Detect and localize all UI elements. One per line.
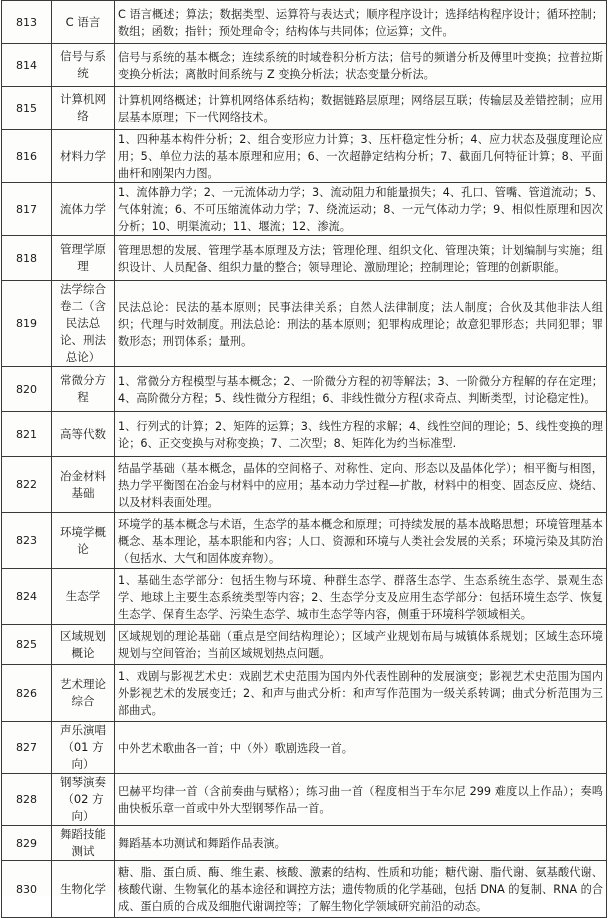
table-row — [2, 236, 607, 281]
row-content: 环境学的基本概念与术语，生态学的基本概念和原理；可持续发展的基本战略思想；环境管理基本概念、基本理论，基本职能和内容；人口、资源和环境与人类社会发展的关系；环境污染及其防治（包括水、大气和固体废弃物）。 — [115, 513, 607, 569]
row-subject: 舞蹈技能测试 — [52, 826, 115, 861]
row-content: 1、四种基本构件分析；2、组合变形应力计算；3、压杆稳定性分析；4、应力状态及强度理论应用；5、单位力法的基本原理和应用；6、一次超静定结构分析；7、截面几何特征计算；8、平面曲杆和刚架内力图。 — [115, 130, 607, 183]
row-content: 1、常微分方程模型与基本概念；2、一阶微分方程的初等解法；3、一阶微分方程解的存在定理；4、高阶微分方程；5、线性微分方程组；6、非线性微分方程(求奇点、判断类型，讨论稳定性)。 — [115, 367, 607, 412]
row-content: 1、基础生态学部分：包括生物与环境、种群生态学、群落生态学、生态系统生态学、景观生态学、地球上主要生态系统类型等内容；2、生态学分支及应用生态学部分：包括环境生态学、恢复生态学、保育生态学、污染生态学、城市生态学等内容，侧重于环境科学领域相关。 — [115, 569, 607, 625]
row-code: 820 — [2, 367, 52, 412]
table-row — [2, 569, 607, 625]
row-code: 823 — [2, 513, 52, 569]
row-subject: 生态学 — [52, 569, 115, 625]
row-code: 814 — [2, 44, 52, 87]
row-content: 1、行列式的计算；2、矩阵的运算；3、线性方程的求解；4、线性空间的理论；5、线性变换的理论；6、正交变换与对称变换；7、二次型；8、矩阵化为约当标准型. — [115, 412, 607, 457]
row-code: 821 — [2, 412, 52, 457]
row-subject: 管理学原理 — [52, 236, 115, 281]
row-content: 计算机网络概述；计算机网络体系结构；数据链路层原理；网络层互联；传输层及差错控制；应用层基本原理；下一代网络技术。 — [115, 87, 607, 130]
row-code: 818 — [2, 236, 52, 281]
table-row — [2, 412, 607, 457]
row-code: 819 — [2, 281, 52, 367]
row-content: 巴赫平均律一首（含前奏曲与赋格）；练习曲一首（程度相当于车尔尼 299 难度以上作品）；奏鸣曲快板乐章一首或中外大型钢琴作品一首。 — [115, 774, 607, 826]
row-subject: 区域规划概论 — [52, 625, 115, 665]
row-content: 管理思想的发展、管理学基本原理及方法；管理伦理、组织文化、管理决策；计划编制与实施；组织设计、人员配备、组织力量的整合；领导理论、激励理论；控制理论；管理的创新职能。 — [115, 236, 607, 281]
table-row — [2, 130, 607, 183]
table-row — [2, 826, 607, 861]
row-code: 813 — [2, 1, 52, 44]
table-row — [2, 861, 607, 918]
row-code: 825 — [2, 625, 52, 665]
row-subject: 生物化学 — [52, 861, 115, 918]
row-subject: 法学综合卷二（含民法总论、刑法总论） — [52, 281, 115, 367]
row-content: 糖、脂、蛋白质、酶、维生素、核酸、激素的结构、性质和功能；糖代谢、脂代谢、氨基酸代谢、核酸代谢、生物氧化的基本途径和调控方法；遗传物质的化学基础，包括 DNA 的复制、RNA 的合成、蛋白质的合成及细胞代谢调控等；了解生物化学领域研究前沿的动态。 — [115, 861, 607, 918]
row-code: 829 — [2, 826, 52, 861]
table-row — [2, 722, 607, 774]
table-row — [2, 367, 607, 412]
row-content: 1、戏剧与影视艺术史：戏剧艺术史范围为国内外代表性剧种的发展演变；影视艺术史范围为国内外影视艺术的发展变迁；2、和声与曲式分析：和声写作范围为一级关系转调；曲式分析范围为三部曲式。 — [115, 665, 607, 722]
table-row — [2, 774, 607, 826]
table-row — [2, 665, 607, 722]
row-content: C 语言概述；算法；数据类型、运算符与表达式；顺序程序设计；选择结构程序设计；循环控制；数组；函数；指针；预处理命令；结构体与共同体；位运算；文件。 — [115, 1, 607, 44]
row-content: 区域规划的理论基础（重点是空间结构理论）；区域产业规划布局与城镇体系规划；区域生态环境规划与空间管治；当前区域规划热点问题。 — [115, 625, 607, 665]
table-row — [2, 44, 607, 87]
row-subject: 声乐演唱（01 方向） — [52, 722, 115, 774]
row-code: 824 — [2, 569, 52, 625]
row-subject: 环境学概论 — [52, 513, 115, 569]
row-subject: 艺术理论综合 — [52, 665, 115, 722]
row-subject: 流体力学 — [52, 183, 115, 236]
row-content: 民法总论：民法的基本原则；民事法律关系；自然人法律制度；法人制度；合伙及其他非法人组织；代理与时效制度。刑法总论：刑法的基本原则；犯罪构成理论；故意犯罪形态；共同犯罪；罪数形态；刑罚体系；量刑。 — [115, 281, 607, 367]
table-row — [2, 457, 607, 513]
row-content: 结晶学基础（基本概念，晶体的空间格子、对称性、定向、形态以及晶体化学）；相平衡与相图，热力学平衡图在冶金与材料中的应用；基本动力学过程—扩散，材料中的相变、固态反应、烧结、以及材料表面处理。 — [115, 457, 607, 513]
row-subject: 常微分方程 — [52, 367, 115, 412]
table-row — [2, 625, 607, 665]
row-code: 817 — [2, 183, 52, 236]
table-row — [2, 87, 607, 130]
row-subject: 高等代数 — [52, 412, 115, 457]
row-content: 1、流体静力学；2、一元流体动力学；3、流动阻力和能量损失；4、孔口、管嘴、管道流动；5、气体射流；6、不可压缩流体动力学；7、绕流运动；8、一元气体动力学；9、相似性原理和因次分析；10、明渠流动；11、堰流；12、渗流。 — [115, 183, 607, 236]
table-row — [2, 1, 607, 44]
row-code: 826 — [2, 665, 52, 722]
table-row — [2, 281, 607, 367]
row-code: 815 — [2, 87, 52, 130]
syllabus-table — [1, 0, 607, 918]
row-subject: C 语言 — [52, 1, 115, 44]
row-code: 830 — [2, 861, 52, 918]
row-content: 中外艺术歌曲各一首；中（外）歌剧选段一首。 — [115, 722, 607, 774]
row-subject: 材料力学 — [52, 130, 115, 183]
row-code: 827 — [2, 722, 52, 774]
row-code: 816 — [2, 130, 52, 183]
row-subject: 信号与系统 — [52, 44, 115, 87]
table-row — [2, 513, 607, 569]
row-subject: 钢琴演奏（02 方向） — [52, 774, 115, 826]
row-content: 信号与系统的基本概念；连续系统的时域卷积分析方法；信号的频谱分析及傅里叶变换；拉普拉斯变换分析法；离散时间系统与 Z 变换分析法；状态变量分析法。 — [115, 44, 607, 87]
row-content: 舞蹈基本功测试和舞蹈作品表演。 — [115, 826, 607, 861]
row-code: 822 — [2, 457, 52, 513]
row-code: 828 — [2, 774, 52, 826]
table-row — [2, 183, 607, 236]
row-subject: 冶金材料基础 — [52, 457, 115, 513]
row-subject: 计算机网络 — [52, 87, 115, 130]
